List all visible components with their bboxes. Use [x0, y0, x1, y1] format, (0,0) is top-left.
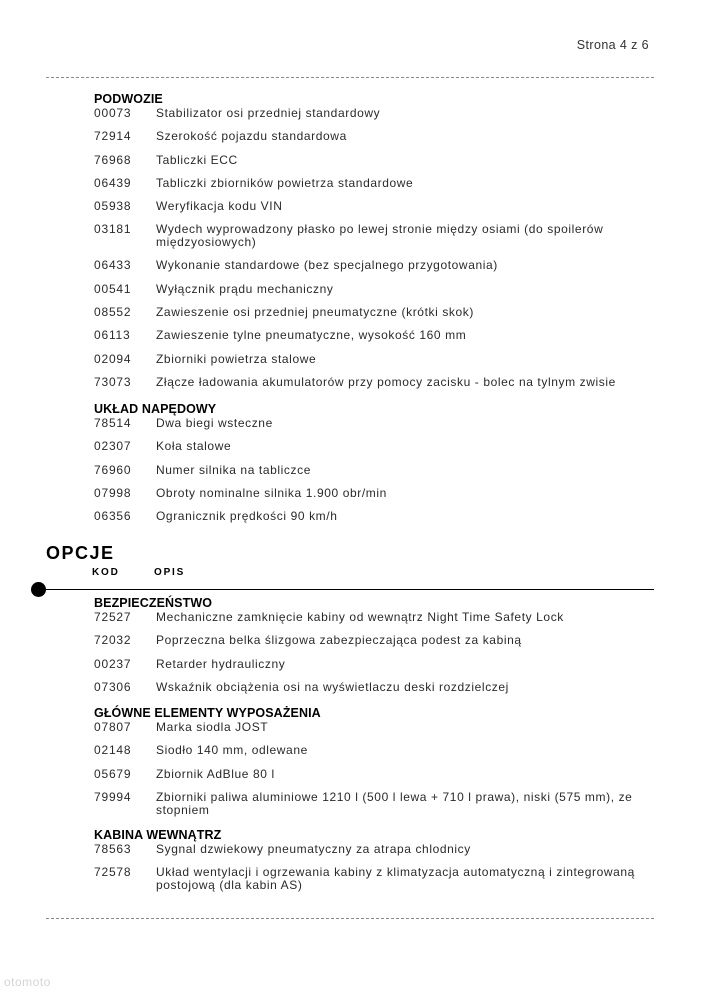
list-item [94, 843, 664, 866]
section-uklad-napedowy [94, 401, 664, 533]
section-title: UKŁAD NAPĘDOWY [94, 402, 217, 416]
list-item [94, 353, 664, 376]
options-divider [38, 589, 654, 590]
item-description: Retarder hydrauliczny [156, 656, 286, 671]
section-glowne-elementy [94, 705, 664, 827]
item-description: Sygnal dzwiekowy pneumatyczny za atrapa chlodnicy [156, 842, 471, 856]
item-code: 72578 [94, 865, 132, 880]
section-title: GŁÓWNE ELEMENTY WYPOSAŻENIA [94, 706, 321, 720]
list-item [94, 440, 664, 463]
item-description: Wyłącznik prądu mechaniczny [156, 281, 334, 296]
item-code: 73073 [94, 374, 132, 389]
list-item [94, 329, 664, 352]
item-code: 02148 [94, 743, 132, 758]
list-item [94, 611, 664, 634]
item-description: Układ wentylacji i ogrzewania kabiny z klimatyzacja automatyczną i zintegrowaną postojową (dla kabin AS) [156, 865, 635, 893]
list-item [94, 744, 664, 767]
list-item [94, 223, 664, 259]
list-item [94, 634, 664, 657]
list-item [94, 866, 664, 902]
column-header-description: OPIS [154, 567, 186, 578]
section-title: BEZPIECZEŃSTWO [94, 596, 213, 610]
section-title: KABINA WEWNĄTRZ [94, 828, 222, 842]
item-code: 08552 [94, 305, 132, 320]
item-code: 00237 [94, 656, 132, 671]
bullet-dot-icon [31, 582, 46, 597]
item-description: Tabliczki zbiorników powietrza standardowe [156, 175, 414, 190]
item-description: Poprzeczna belka ślizgowa zabezpieczająca podest za kabiną [156, 633, 522, 648]
list-item [94, 658, 664, 681]
item-description: Koła stalowe [156, 439, 232, 454]
item-code: 76968 [94, 152, 132, 167]
section-bezpieczenstwo [94, 595, 664, 704]
list-item [94, 487, 664, 510]
item-description: Wykonanie standardowe (bez specjalnego przygotowania) [156, 258, 498, 273]
item-code: 05938 [94, 199, 132, 214]
item-code: 03181 [94, 222, 132, 237]
list-item [94, 283, 664, 306]
item-description: Siodło 140 mm, odlewane [156, 743, 308, 758]
list-item [94, 510, 664, 533]
item-description: Wskaźnik obciążenia osi na wyświetlaczu deski rozdzielczej [156, 679, 509, 694]
item-code: 72914 [94, 129, 132, 144]
item-description: Ogranicznik prędkości 90 km/h [156, 509, 338, 524]
item-description: Złącze ładowania akumulatorów przy pomocy zacisku - bolec na tylnym zwisie [156, 374, 616, 389]
item-code: 72032 [94, 633, 132, 648]
top-divider [46, 77, 654, 78]
item-code: 72527 [94, 610, 132, 624]
list-item [94, 200, 664, 223]
options-heading: OPCJE [46, 543, 115, 563]
list-item [94, 376, 664, 399]
section-podwozie [94, 91, 664, 399]
item-description: Dwa biegi wsteczne [156, 416, 273, 430]
item-code: 76960 [94, 462, 132, 477]
list-item [94, 259, 664, 282]
item-description: Marka siodla JOST [156, 720, 269, 734]
item-code: 06433 [94, 258, 132, 273]
item-description: Tabliczki ECC [156, 152, 238, 167]
list-item [94, 768, 664, 791]
item-code: 07998 [94, 485, 132, 500]
section-kabina-wewnatrz [94, 827, 664, 902]
column-header-code: KOD [92, 567, 120, 578]
item-description: Numer silnika na tabliczce [156, 462, 311, 477]
item-description: Zbiornik AdBlue 80 l [156, 766, 275, 781]
item-description: Obroty nominalne silnika 1.900 obr/min [156, 485, 387, 500]
item-code: 02094 [94, 351, 132, 366]
item-code: 00541 [94, 281, 132, 296]
section-title: PODWOZIE [94, 92, 163, 106]
bottom-divider [46, 918, 654, 919]
item-description: Mechaniczne zamknięcie kabiny od wewnątrz Night Time Safety Lock [156, 610, 564, 624]
item-code: 06439 [94, 175, 132, 190]
list-item [94, 306, 664, 329]
list-item [94, 464, 664, 487]
item-description: Weryfikacja kodu VIN [156, 199, 283, 214]
list-item [94, 177, 664, 200]
item-description: Zbiorniki powietrza stalowe [156, 351, 317, 366]
item-code: 05679 [94, 766, 132, 781]
item-description: Wydech wyprowadzony płasko po lewej stronie między osiami (do spoilerów międzyosiowych) [156, 222, 604, 250]
item-description: Szerokość pojazdu standardowa [156, 129, 347, 144]
watermark-logo: otomoto [4, 975, 51, 989]
item-description: Zbiorniki paliwa aluminiowe 1210 l (500 l lewa + 710 l prawa), niski (575 mm), ze stopniem [156, 789, 633, 817]
item-code: 06113 [94, 328, 131, 343]
list-item [94, 130, 664, 153]
list-item [94, 721, 664, 744]
item-code: 78563 [94, 842, 132, 856]
item-code: 02307 [94, 439, 132, 454]
item-code: 07807 [94, 720, 132, 734]
item-code: 07306 [94, 679, 132, 694]
page-number: Strona 4 z 6 [576, 38, 649, 52]
list-item [94, 154, 664, 177]
list-item [94, 107, 664, 130]
list-item [94, 681, 664, 704]
item-code: 00073 [94, 106, 132, 120]
list-item [94, 791, 664, 827]
item-description: Zawieszenie osi przedniej pneumatyczne (krótki skok) [156, 305, 474, 320]
item-code: 79994 [94, 789, 132, 804]
item-description: Zawieszenie tylne pneumatyczne, wysokość 160 mm [156, 328, 467, 343]
item-code: 78514 [94, 416, 132, 430]
list-item [94, 417, 664, 440]
item-code: 06356 [94, 509, 132, 524]
item-description: Stabilizator osi przedniej standardowy [156, 106, 381, 120]
